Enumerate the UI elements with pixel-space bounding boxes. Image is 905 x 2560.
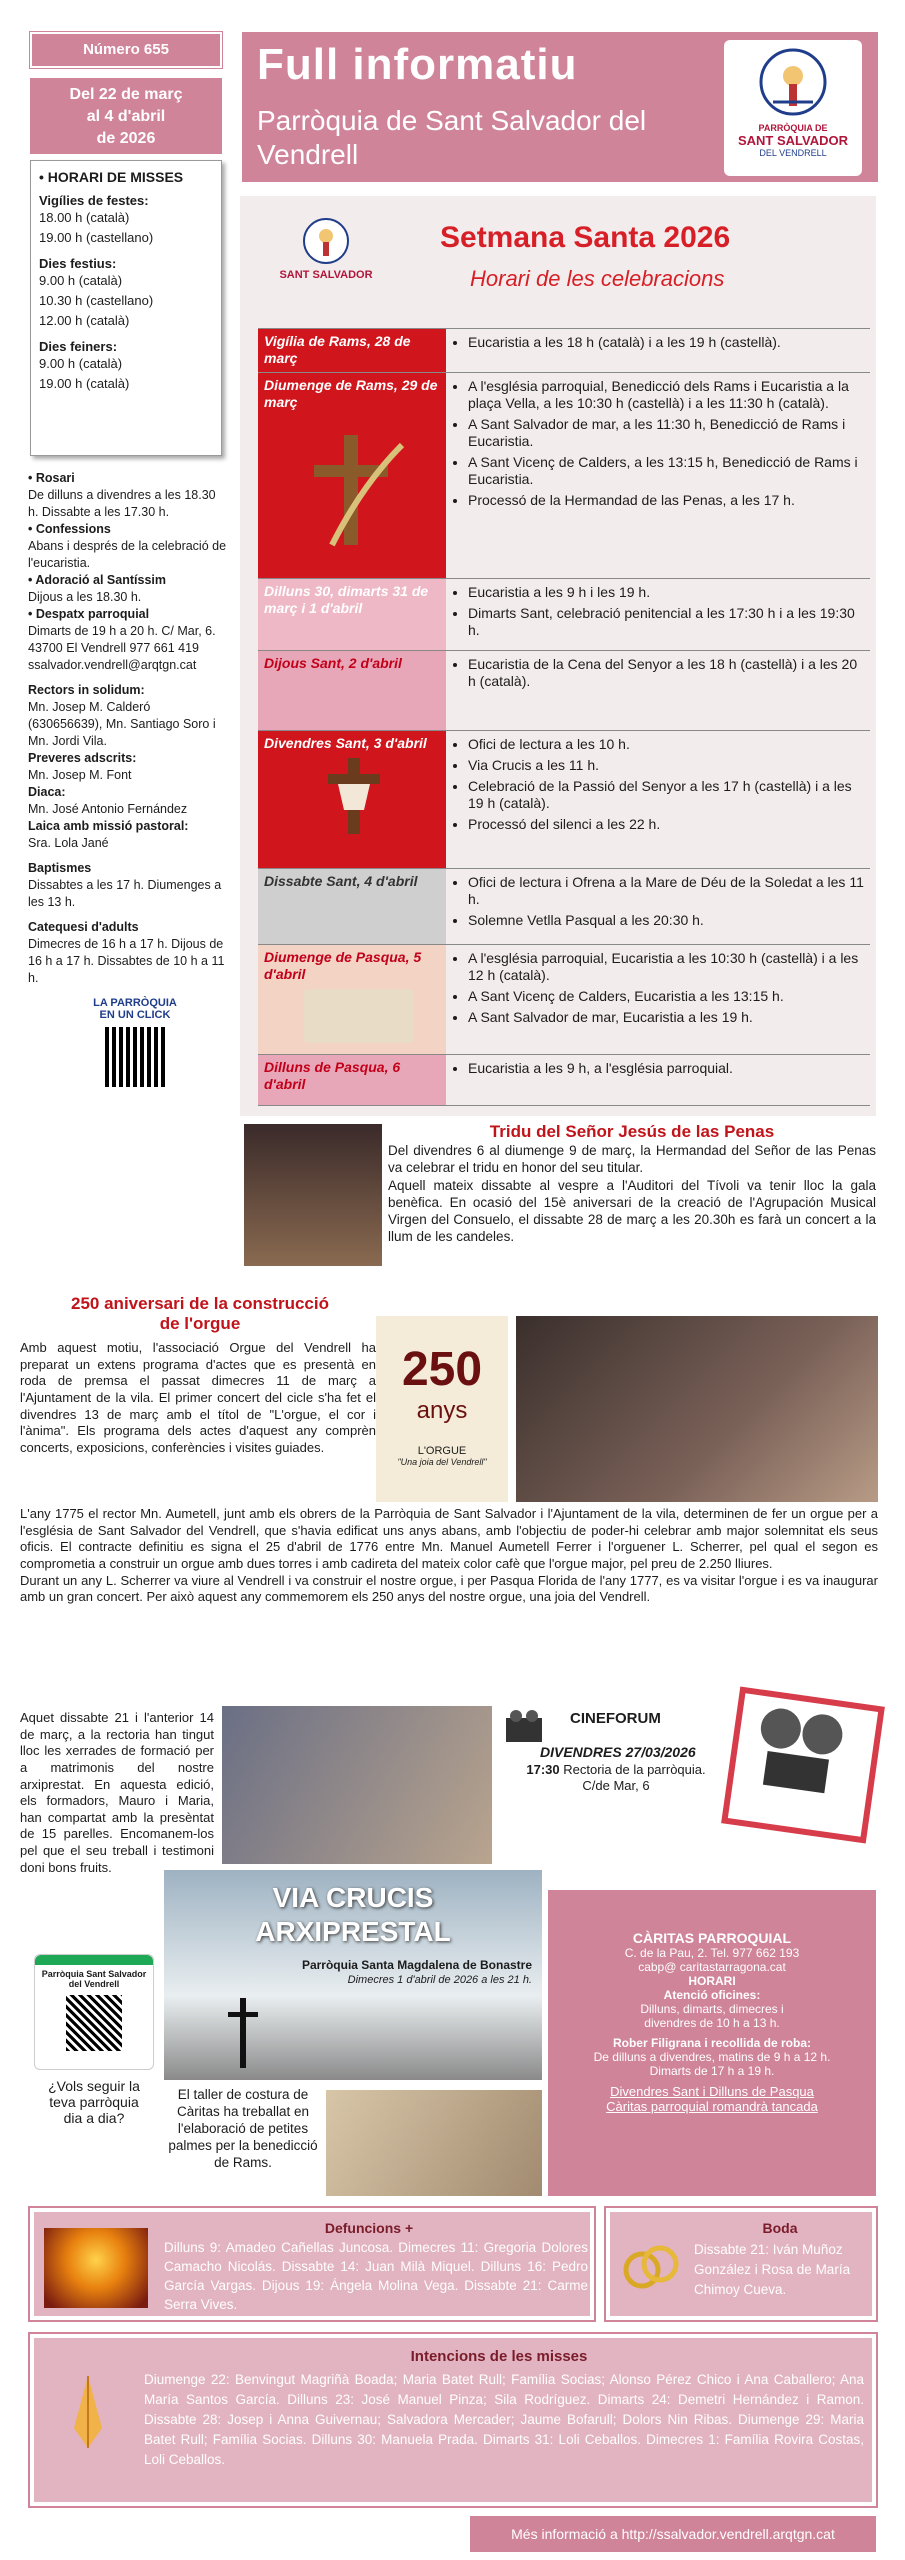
qr-code-icon bbox=[105, 1027, 165, 1087]
orgue-article bbox=[20, 1294, 376, 1456]
viacrucis-place: Parròquia Santa Magdalena de Bonastre bbox=[301, 1958, 532, 1972]
side-text: Abans i després de la celebració de l'eucaristia. bbox=[28, 539, 227, 570]
holy-week-panel bbox=[240, 196, 876, 1116]
schedule-item: • Ofici de lectura i Ofrena a la Mare de Déu de la Soledat a les 11 h. bbox=[468, 874, 864, 908]
intencions-title: Intencions de les misses bbox=[410, 2348, 588, 2365]
schedule-row bbox=[258, 868, 870, 944]
caritas-rober-title: Rober Filigrana i recollida de roba: bbox=[612, 2036, 812, 2050]
schedule-day: Divendres Sant, 3 d'abril bbox=[264, 735, 427, 751]
mass-group-title: Vigílies de festes: bbox=[39, 193, 149, 208]
poster-label: L'ORGUE bbox=[417, 1445, 467, 1457]
schedule-row bbox=[258, 372, 870, 578]
side-text: Mn. Josep M. Calderó (630656639), Mn. Santiago Soro i Mn. Jordi Vila. bbox=[28, 700, 216, 748]
tridu-article bbox=[388, 1122, 876, 1246]
parish-emblem-icon bbox=[301, 216, 351, 266]
palm-cross-icon bbox=[292, 425, 412, 555]
formacio-text: Aquet dissabte 21 i l'anterior 14 de març, a la rectoria han tingut lloc les xerrades de formació per a matrimonis del nostre arxiprestat. En aquesta edició, els formadors, Mauro i Maria, han compartat amb la presèntat de 15 parelles. Encomanem-los pel que el seu treball i testimoni doni bons fruits. bbox=[20, 1710, 214, 1875]
card-header bbox=[35, 1955, 153, 1965]
mass-line: 12.00 h (català) bbox=[39, 313, 130, 328]
cineforum-place: Rectoria de la parròquia. bbox=[563, 1762, 706, 1777]
schedule-item: • A Sant Salvador de mar, Eucaristia a les 19 h. bbox=[468, 1009, 864, 1026]
schedule-item: • Dimarts Sant, celebració penitencial a les 17:30 h i a les 19:30 h. bbox=[468, 605, 864, 639]
side-text: Dijous a les 18.30 h. bbox=[28, 590, 142, 604]
schedule-item: • Via Crucis a les 11 h. bbox=[468, 757, 864, 774]
schedule-item: • A Sant Salvador de mar, a les 11:30 h, Benedicció de Rams i Eucaristia. bbox=[468, 416, 864, 450]
taller-photo bbox=[326, 2090, 542, 2196]
schedule-item: • Eucaristia a les 18 h (català) i a les 19 h (castellà). bbox=[468, 334, 864, 351]
schedule-item: • Processó de la Hermandad de las Penas, a les 17 h. bbox=[468, 492, 864, 509]
mass-heading: • HORARI DE MISSES bbox=[39, 169, 184, 185]
side-heading: Preveres adscrits: bbox=[28, 751, 137, 765]
side-info: • Rosari De dilluns a divendres a les 18.30 h. Dissabte a les 17.30 h. • Confessions Abans i després de la celebració de l'eucaristia. • Adoració al Santíssim Dijous a les 18.30 h. • Despatx parroquial Dimarts de 19 h a 20 h. C/ Mar, 6. 43700 El Vendrell 977 661 419 ssalvador.vendrell@arqtgn.cat Rectors in solidum: Mn. Josep M. Calderó (630656639), Mn. Santiago Soro i Mn. Jordi Vila. Preveres adscrits: Mn. Josep M. Font Diaca: Mn. José Antonio Fernández Laica amb missió pastoral: Sra. Lola Jané Baptismes Dissabtes a les 17 h. Diumenges a les 13 h. Catequesi d'adults Dimecres de 16 h a 17 h. Dijous de 16 h a 17 h. Dissabtes de 10 h a 11 h. LA PARRÒQUIA EN UN CLICK bbox=[28, 470, 228, 1087]
footer-link[interactable]: Més informació a http://ssalvador.vendrell.arqtgn.cat bbox=[470, 2516, 876, 2552]
holy-week-subtitle: Horari de les celebracions bbox=[470, 266, 725, 291]
cinema-image bbox=[721, 1687, 885, 1844]
logo-text: SANT SALVADOR bbox=[279, 269, 373, 281]
schedule-item: • A l'església parroquial, Benedicció dels Rams i Eucaristia a la plaça Vella, a les 10:30 h (castellà) i a les 11:30 h (català). bbox=[468, 378, 864, 412]
mass-line: 9.00 h (català) bbox=[39, 273, 123, 288]
formacio-photo bbox=[222, 1706, 492, 1864]
schedule-row bbox=[258, 1054, 870, 1106]
orgue-text: Durant un any L. Scherrer va viure al Vendrell i va construir el nostre orgue, i per Pasqua Florida de l'any 1777, es va visitar l'orgue i es va inaugurar amb un gran concert. Per això aquest any commemorem els 250 anys del nostre orgue, una joia del Vendrell. bbox=[20, 1572, 878, 1605]
candle-icon bbox=[44, 2228, 148, 2308]
date-line: al 4 d'abril bbox=[86, 108, 166, 125]
card-title: Parròquia Sant Salvador del Vendrell bbox=[41, 1969, 147, 1989]
defuncions-title: Defuncions + bbox=[324, 2220, 414, 2236]
schedule-day: Diumenge de Pasqua, 5 d'abril bbox=[264, 949, 422, 982]
schedule-item: • A Sant Vicenç de Calders, Eucaristia a les 13:15 h. bbox=[468, 988, 864, 1005]
intencions-box bbox=[30, 2334, 876, 2506]
issue-number: Número 655 bbox=[30, 32, 222, 68]
viacrucis-banner bbox=[164, 1870, 542, 2080]
date-line: Del 22 de març bbox=[69, 86, 183, 103]
logo-line: PARRÒQUIA DE bbox=[758, 123, 828, 133]
orgue-poster bbox=[376, 1316, 508, 1502]
caritas-email: cabp@ caritastarragona.cat bbox=[638, 1960, 786, 1974]
schedule-day: Dijous Sant, 2 d'abril bbox=[258, 651, 446, 730]
mass-schedule bbox=[30, 160, 222, 456]
poster-subtitle: "Una joia del Vendrell" bbox=[397, 1457, 487, 1467]
holy-week-title: Setmana Santa 2026 bbox=[440, 221, 731, 254]
page-subtitle: Parròquia de Sant Salvador del Vendrell bbox=[257, 105, 647, 170]
holy-week-logo bbox=[276, 216, 376, 281]
caritas-notice: Càritas parroquial romandrà tancada bbox=[606, 2099, 818, 2114]
whatsapp-card[interactable] bbox=[34, 1954, 154, 2070]
side-heading: Confessions bbox=[35, 522, 111, 536]
choir-photo bbox=[516, 1316, 878, 1502]
qr-code-icon bbox=[66, 1995, 122, 2051]
side-heading: Baptismes bbox=[28, 861, 92, 875]
cineforum-time: 17:30 bbox=[526, 1762, 560, 1777]
side-text: De dilluns a divendres a les 18.30 h. Dissabte a les 17.30 h. bbox=[28, 488, 216, 519]
taller-text: El taller de costura de Càritas ha treballat en l'elaboració de petites palmes per la benedicció de Rams. bbox=[168, 2087, 318, 2170]
side-heading: Adoració al Santíssim bbox=[35, 573, 166, 587]
side-heading: Rosari bbox=[35, 471, 75, 485]
caritas-atencio-title: Atenció oficines: bbox=[663, 1988, 761, 2002]
schedule-day: Dissabte Sant, 4 d'abril bbox=[258, 869, 446, 944]
date-line: de 2026 bbox=[96, 130, 156, 147]
orgue-continued bbox=[20, 1506, 878, 1606]
parish-emblem-icon bbox=[753, 46, 833, 118]
cross-icon bbox=[324, 756, 384, 836]
poster-number: 250 bbox=[401, 1343, 483, 1396]
orgue-text: L'any 1775 el rector Mn. Aumetell, junt amb els obrers de la Parròquia de Sant Salvador i l'Ajuntament de la vila, determinen de fer un orgue per a l'església de Sant Salvador del Vendrell, que s'havia edificat uns anys abans, amb l'objectiu de poder-hi celebrar amb major solemnitat els seus oficis. El contracte definitiu es signa el 25 d'abril de 1776 entre Mn. Manuel Aumetell Ferrer i l'orguener L. Scherrer, pel qual el segon es comprometia a construir un orgue amb dues torres i amb cadireta del mateix color cafè que l'orgue major, pel preu de 2.250 lliures. bbox=[20, 1506, 878, 1571]
cineforum-date: DIVENDRES 27/03/2026 bbox=[540, 1744, 696, 1760]
cross-icon bbox=[204, 1988, 284, 2078]
whatsapp-question: ¿Vols seguir la teva parròquia dia a dia? bbox=[48, 2078, 140, 2126]
schedule-item: • A Sant Vicenç de Calders, a les 13:15 h, Benedicció de Rams i Eucaristia. bbox=[468, 454, 864, 488]
tridu-text: Aquell mateix dissabte al vespre a l'Auditori del Tívoli va tenir lloc la gala benèfica. En ocasió del 15è aniversari de la creació de l'Agrupación Musical Virgen del Consuelo, el dissabte 28 de març a les 20.30h es farà un concert a la llum de les candeles. bbox=[388, 1177, 876, 1245]
schedule-item: • Eucaristia a les 9 h, a l'església parroquial. bbox=[468, 1060, 864, 1077]
orgue-title: 250 aniversari de la construcció de l'orgue bbox=[71, 1294, 329, 1333]
tridu-title: Tridu del Señor Jesús de las Penas bbox=[489, 1122, 775, 1141]
side-heading: Laica amb missió pastoral: bbox=[28, 819, 189, 833]
boda-text: Dissabte 21: Iván Muñoz González i Rosa de María Chimoy Cueva. bbox=[694, 2242, 851, 2297]
formacio-article bbox=[20, 1710, 214, 1876]
schedule-row bbox=[258, 944, 870, 1054]
caritas-title: CÀRITAS PARROQUIAL bbox=[632, 1930, 792, 1946]
poster-anys: anys bbox=[416, 1397, 468, 1424]
intencions-text: Diumenge 22: Benvingut Magriñà Boada; Maria Batet Rull; Família Socias; Alonso Pérez Chico i Ana Caballero; Ana María Santos García. Dilluns 23: José Manuel Pinza; Sila Rodríguez. Dimarts 24: Demetri Hernández i Ramon. Dissabte 28: Josep i Anna Guivernau; Salvadora Mercader; Jaume Bofarull; Dolors Nin Ribas. Diumenge 29: Maria Batet Rull; Família Socias. Dilluns 30: Manuela Prada. Dimarts 31: Loli Ceballos. Dimecres 1: Família Rovira Costas, Loli Ceballos. bbox=[144, 2372, 864, 2467]
page-title: Full informatiu bbox=[257, 40, 578, 89]
viacrucis-title: VIA CRUCIS bbox=[272, 1882, 434, 1913]
schedule-item: • A l'església parroquial, Eucaristia a les 10:30 h (castellà) i a les 12 h (català). bbox=[468, 950, 864, 984]
mass-line: 19.00 h (castellano) bbox=[39, 230, 154, 245]
schedule-row bbox=[258, 328, 870, 372]
logo-line: SANT SALVADOR bbox=[737, 133, 849, 148]
tridu-photo bbox=[244, 1124, 382, 1266]
viacrucis-date: Dimecres 1 d'abril de 2026 a les 21 h. bbox=[347, 1974, 532, 1986]
caritas-rober: De dilluns a divendres, matins de 9 h a 12 h. Dimarts de 17 h a 19 h. bbox=[593, 2050, 831, 2078]
easter-image bbox=[304, 989, 414, 1043]
mass-group-title: Dies festius: bbox=[39, 256, 117, 271]
boda-box bbox=[606, 2208, 876, 2320]
side-heading: Catequesi d'adults bbox=[28, 920, 139, 934]
schedule-item: • Celebració de la Passió del Senyor a les 17 h (castellà) i a les 19 h (català). bbox=[468, 778, 864, 812]
parish-logo bbox=[724, 40, 862, 176]
schedule-day-cell bbox=[258, 945, 446, 1054]
side-heading: Diaca: bbox=[28, 785, 66, 799]
side-text: Sra. Lola Jané bbox=[28, 836, 109, 850]
schedule-day-cell bbox=[258, 731, 446, 868]
schedule-item: • Processó del silenci a les 22 h. bbox=[468, 816, 864, 833]
mass-heading-text: HORARI DE MISSES bbox=[47, 169, 184, 185]
orgue-text: Amb aquest motiu, l'associació Orgue del Vendrell ha preparat un extens programa d'actes que es presentà en roda de premsa el passat dimecres 11 de març a l'Ajuntament de la vila. El primer concert del cicle s'ha fet el divendres 13 de març amb el títol de "L'orgue, el cor i l'ànima". Els programa dels actes d'aquest any comprèn concerts, exposicions, conferències i visites guiades. bbox=[20, 1340, 376, 1455]
defuncions-text: Dilluns 9: Amadeo Cañellas Juncosa. Dimecres 11: Gregoria Dolores Camacho Nicolás. Dissabte 14: Juan Milà Miquel. Dilluns 16: Pedro García Vargas. Dijous 19: Ángela Molina Vega. Dissabte 21: Carme Serra Vives. bbox=[164, 2240, 588, 2312]
side-heading: Rectors in solidum: bbox=[28, 683, 145, 697]
schedule-day-cell bbox=[258, 373, 446, 578]
praying-hands-icon bbox=[48, 2368, 128, 2458]
side-text: Mn. Josep M. Font bbox=[28, 768, 132, 782]
schedule-item: • Solemne Vetlla Pasqual a les 20:30 h. bbox=[468, 912, 864, 929]
schedule-day: Vigília de Rams, 28 de març bbox=[258, 329, 446, 372]
viacrucis-title: ARXIPRESTAL bbox=[255, 1916, 451, 1947]
header-banner bbox=[242, 32, 878, 182]
cineforum-address: C/de Mar, 6 bbox=[582, 1778, 650, 1793]
issue-dates bbox=[30, 78, 222, 154]
schedule-item: • Eucaristia de la Cena del Senyor a les 18 h (castellà) i a les 20 h (català). bbox=[468, 656, 864, 690]
mass-group-title: Dies feiners: bbox=[39, 339, 118, 354]
projector-icon bbox=[730, 1693, 864, 1819]
caritas-box bbox=[548, 1890, 876, 2196]
cineforum-title: CINEFORUM bbox=[570, 1710, 661, 1727]
schedule-row bbox=[258, 578, 870, 650]
click-label: LA PARRÒQUIA EN UN CLICK bbox=[93, 997, 177, 1021]
side-text: Dissabtes a les 17 h. Diumenges a les 13 h. bbox=[28, 878, 222, 909]
parish-click-link[interactable] bbox=[90, 997, 180, 1087]
side-text: Dimecres de 16 h a 17 h. Dijous de 16 h a 17 h. Dissabtes de 10 h a 11 h. bbox=[28, 937, 225, 985]
boda-title: Boda bbox=[762, 2220, 798, 2236]
caritas-horari: HORARI bbox=[688, 1974, 736, 1988]
cineforum bbox=[500, 1700, 726, 1850]
schedule-row bbox=[258, 650, 870, 730]
defuncions-box bbox=[30, 2208, 594, 2320]
schedule-row bbox=[258, 730, 870, 868]
mass-line: 9.00 h (català) bbox=[39, 356, 123, 371]
mass-line: 19.00 h (català) bbox=[39, 376, 130, 391]
caritas-atencio: Dilluns, dimarts, dimecres i divendres de 10 h a 13 h. bbox=[640, 2002, 784, 2030]
caritas-address: C. de la Pau, 2. Tel. 977 662 193 bbox=[624, 1946, 800, 1960]
side-heading: Despatx parroquial bbox=[35, 607, 150, 621]
mass-line: 18.00 h (català) bbox=[39, 210, 130, 225]
schedule-item: • Eucaristia a les 9 h i les 19 h. bbox=[468, 584, 864, 601]
schedule-day: Dilluns de Pasqua, 6 d'abril bbox=[258, 1055, 446, 1105]
side-text: Dimarts de 19 h a 20 h. C/ Mar, 6. 43700 El Vendrell 977 661 419 ssalvador.vendrell@arqtgn.cat bbox=[28, 624, 216, 672]
tridu-text: Del divendres 6 al diumenge 9 de març, la Hermandad del Señor de las Penas va celebrar el tridu en honor del seu titular. bbox=[388, 1143, 876, 1176]
caritas-notice: Divendres Sant i Dilluns de Pasqua bbox=[610, 2084, 814, 2099]
logo-line: DEL VENDRELL bbox=[759, 148, 827, 158]
schedule-day: Dilluns 30, dimarts 31 de març i 1 d'abril bbox=[258, 579, 446, 650]
schedule-day: Diumenge de Rams, 29 de març bbox=[264, 377, 438, 410]
mass-line: 10.30 h (castellano) bbox=[39, 293, 154, 308]
rings-icon bbox=[616, 2232, 686, 2302]
schedule-item: • Ofici de lectura a les 10 h. bbox=[468, 736, 864, 753]
side-text: Mn. José Antonio Fernández bbox=[28, 802, 188, 816]
